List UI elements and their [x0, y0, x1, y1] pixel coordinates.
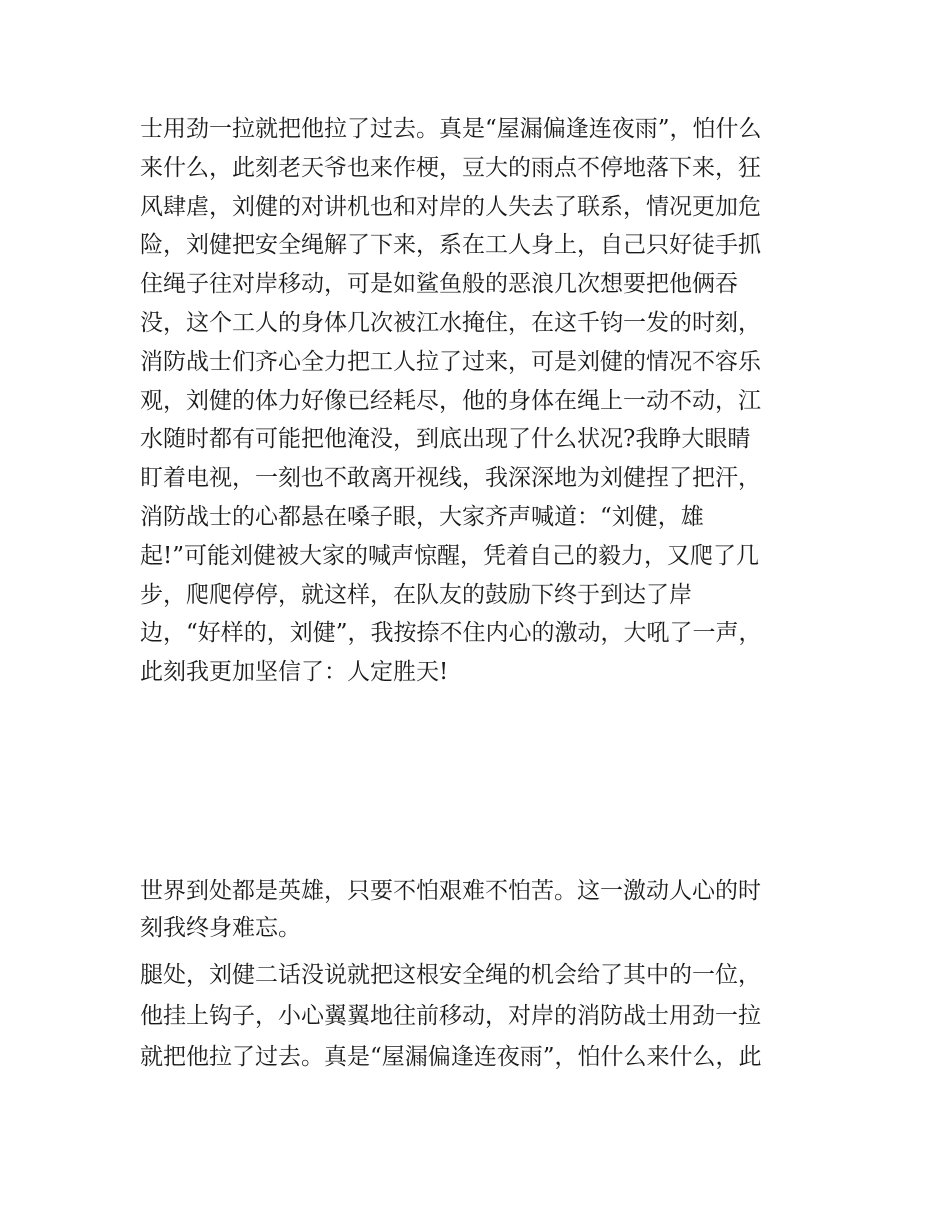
text-line: 观，刘健的体力好像已经耗尽，他的身体在绳上一动不动，江: [140, 387, 761, 414]
text-line: 起!”可能刘健被大家的喊声惊醒，凭着自己的毅力，又爬了几: [140, 542, 760, 569]
text-line: 没，这个工人的身体几次被江水掩住，在这千钧一发的时刻，: [140, 309, 761, 336]
text-line: 刻我终身难忘。: [140, 915, 301, 941]
paragraph-rescue-story: [140, 110, 820, 692]
text-line: 世界到处都是英雄，只要不怕艰难不怕苦。这一激动人心的时: [140, 878, 761, 904]
text-line: 士用劲一拉就把他拉了过去。真是“屋漏偏逢连夜雨”，怕什么: [140, 116, 762, 142]
text-line: 消防战士们齐心全力把工人拉了过来，可是刘健的情况不容乐: [140, 348, 761, 375]
text-line: 边，“好样的，刘健”，我按捺不住内心的激动，大吼了一声，: [140, 620, 762, 647]
text-line: 此刻我更加坚信了：人定胜天!: [140, 659, 449, 686]
text-line: 腿处，刘健二话没说就把这根安全绳的机会给了其中的一位，: [140, 962, 761, 988]
paragraph-conclusion: [140, 873, 820, 947]
text-line: 来什么，此刻老天爷也来作梗，豆大的雨点不停地落下来，狂: [140, 154, 761, 181]
text-line: 风肆虐，刘健的对讲机也和对岸的人失去了联系，情况更加危: [140, 193, 761, 220]
text-line: 险，刘健把安全绳解了下来，系在工人身上，自己只好徒手抓: [140, 232, 761, 259]
text-line: 消防战士的心都悬在嗓子眼，大家齐声喊道：“刘健，雄: [140, 503, 704, 530]
text-line: 水随时都有可能把他淹没，到底出现了什么状况?我睁大眼睛: [140, 426, 751, 453]
text-line: 盯着电视，一刻也不敢离开视线，我深深地为刘健捏了把汗，: [140, 465, 761, 492]
text-line: 他挂上钩子，小心翼翼地往前移动，对岸的消防战士用劲一拉: [140, 1003, 761, 1029]
text-line: 住绳子往对岸移动，可是如鲨鱼般的恶浪几次想要把他俩吞: [140, 271, 738, 298]
text-line: 就把他拉了过去。真是“屋漏偏逢连夜雨”，怕什么来什么，此: [140, 1044, 762, 1070]
paragraph-repeat-excerpt: [140, 955, 820, 1078]
text-line: 步，爬爬停停，就这样，在队友的鼓励下终于到达了岸: [140, 581, 692, 608]
